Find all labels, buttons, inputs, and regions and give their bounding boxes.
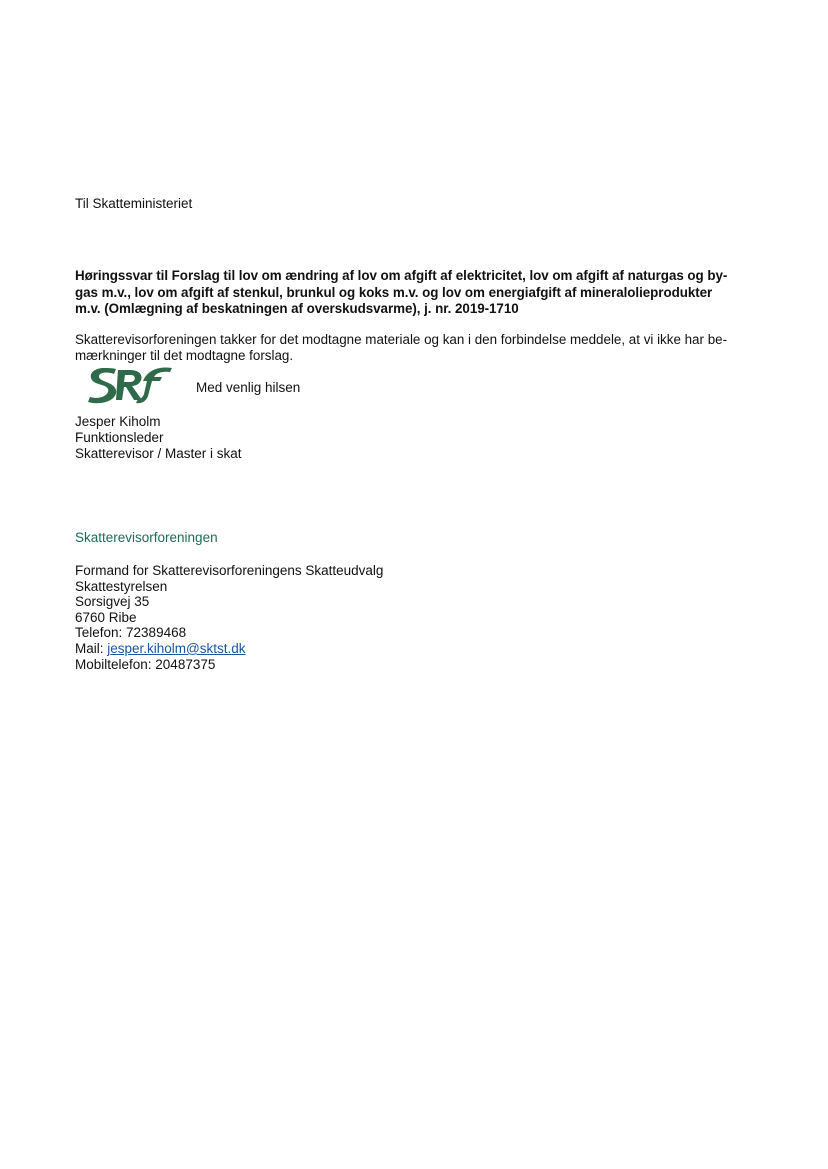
contact-line-2: Skattestyrelsen <box>75 578 168 594</box>
contact-city: 6760 Ribe <box>75 609 137 625</box>
contact-line-1: Formand for Skatterevisorforeningens Skatteudvalg <box>75 563 384 578</box>
email-link[interactable]: jesper.kiholm@sktst.dk <box>107 640 246 656</box>
closing-greeting: Med venlig hilsen <box>196 380 301 395</box>
subject-line-2: gas m.v., lov om afgift af stenkul, brunkul og koks m.v. og lov om energiafgift af mineralolieprodukter <box>75 284 713 300</box>
body-line-1: Skatterevisorforeningen takker for det modtagne materiale og kan i den forbindelse meddele, at vi ikke har be- <box>75 332 728 347</box>
contact-mail-row <box>75 641 383 657</box>
contact-block <box>75 563 383 672</box>
subject-heading <box>75 268 745 318</box>
srf-logo <box>86 362 174 406</box>
body-paragraph <box>75 332 745 364</box>
contact-mobile: Mobiltelefon: 20487375 <box>75 656 216 672</box>
signer-role: Skatterevisor / Master i skat <box>75 446 242 461</box>
signer-name: Jesper Kiholm <box>75 414 161 429</box>
body-line-2: mærkninger til det modtagne forslag. <box>75 348 294 363</box>
mail-label: Mail: <box>75 640 108 656</box>
organization-name: Skatterevisorforeningen <box>75 530 218 545</box>
signature-block <box>75 414 242 462</box>
subject-line-1: Høringssvar til Forslag til lov om ændring af lov om afgift af elektricitet, lov om afgift af naturgas og by- <box>75 268 728 283</box>
contact-phone: Telefon: 72389468 <box>75 625 187 641</box>
contact-address: Sorsigvej 35 <box>75 594 150 610</box>
recipient-line: Til Skatteministeriet <box>75 196 193 211</box>
subject-line-3: m.v. (Omlægning af beskatningen af overskudsvarme), j. nr. 2019-1710 <box>75 301 519 316</box>
signer-title: Funktionsleder <box>75 430 164 445</box>
